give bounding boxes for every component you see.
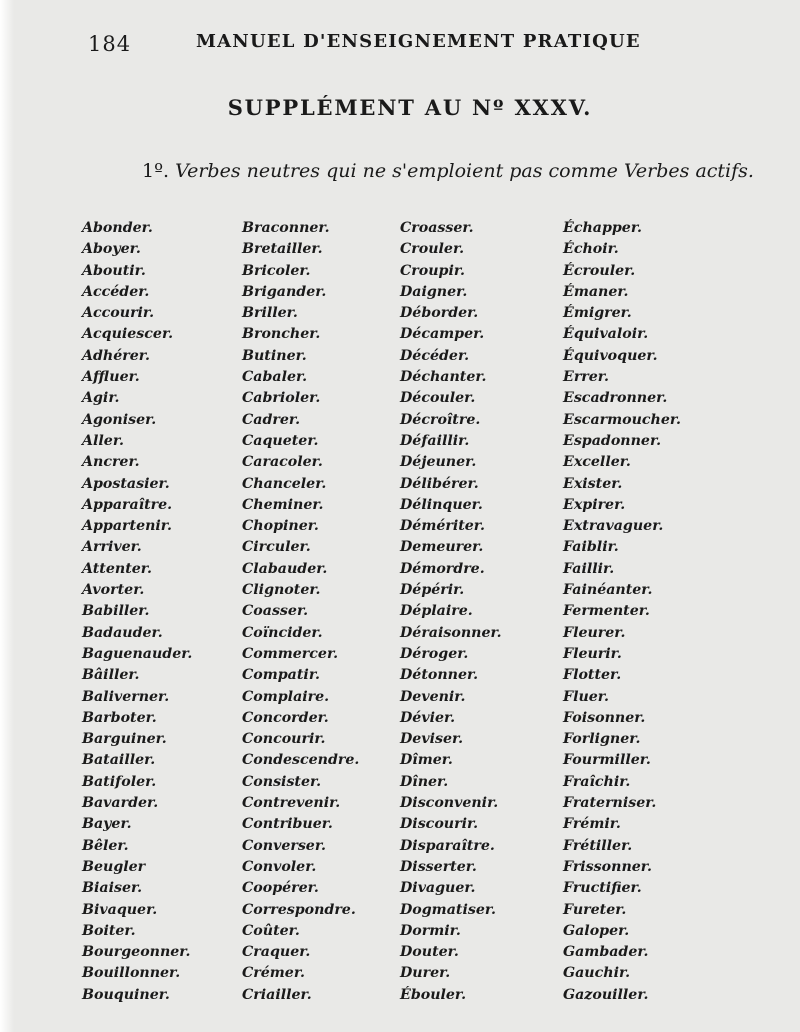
verb-entry: Concourir. bbox=[242, 731, 326, 748]
verb-entry: Coûter. bbox=[242, 922, 300, 939]
section-subtitle bbox=[142, 160, 754, 182]
verb-entry: Dîner. bbox=[400, 773, 449, 790]
verb-entry: Flotter. bbox=[563, 667, 622, 684]
verb-entry: Bouillonner. bbox=[82, 965, 181, 982]
subtitle-text: Verbes neutres qui ne s'emploient pas comme Verbes actifs. bbox=[175, 160, 754, 182]
verb-entry: Arriver. bbox=[82, 539, 142, 556]
verb-entry: Affluer. bbox=[82, 369, 140, 386]
verb-entry: Butiner. bbox=[242, 347, 307, 364]
verb-entry: Gambader. bbox=[563, 944, 649, 961]
verb-entry: Dépérir. bbox=[400, 582, 465, 599]
verb-entry: Clignoter. bbox=[242, 582, 321, 599]
verb-entry: Adhérer. bbox=[82, 347, 150, 364]
verb-entry: Frétiller. bbox=[563, 837, 633, 854]
verb-columns bbox=[82, 218, 722, 1003]
verb-entry: Exceller. bbox=[563, 454, 631, 471]
verb-entry: Forligner. bbox=[563, 731, 641, 748]
verb-entry: Craquer. bbox=[242, 944, 311, 961]
verb-entry: Acquiescer. bbox=[82, 326, 174, 343]
verb-entry: Fluer. bbox=[563, 688, 609, 705]
verb-entry: Fainéanter. bbox=[563, 582, 653, 599]
subtitle-number: 1º. bbox=[142, 160, 170, 182]
verb-entry: Bayer. bbox=[82, 816, 132, 833]
verb-entry: Briller. bbox=[242, 305, 298, 322]
verb-entry: Durer. bbox=[400, 965, 451, 982]
verb-entry: Biaiser. bbox=[82, 880, 143, 897]
verb-entry: Frissonner. bbox=[563, 858, 652, 875]
verb-entry: Clabauder. bbox=[242, 560, 328, 577]
verb-entry: Chanceler. bbox=[242, 475, 327, 492]
verb-entry: Deviser. bbox=[400, 731, 464, 748]
verb-entry: Aboyer. bbox=[82, 241, 141, 258]
verb-entry: Fermenter. bbox=[563, 603, 650, 620]
verb-entry: Accéder. bbox=[82, 283, 150, 300]
verb-entry: Convoler. bbox=[242, 858, 317, 875]
verb-entry: Consister. bbox=[242, 773, 322, 790]
verb-entry: Cadrer. bbox=[242, 411, 301, 428]
verb-entry: Dévier. bbox=[400, 709, 456, 726]
verb-entry: Défaillir. bbox=[400, 432, 470, 449]
verb-entry: Coasser. bbox=[242, 603, 309, 620]
verb-entry: Abonder. bbox=[82, 220, 153, 236]
verb-entry: Circuler. bbox=[242, 539, 311, 556]
verb-entry: Condescendre. bbox=[242, 752, 360, 769]
verb-entry: Accourir. bbox=[82, 305, 155, 322]
verb-entry: Bêler. bbox=[82, 837, 129, 854]
verb-entry: Contrevenir. bbox=[242, 795, 341, 812]
verb-entry: Concorder. bbox=[242, 709, 329, 726]
verb-entry: Compatir. bbox=[242, 667, 320, 684]
verb-column-3 bbox=[400, 218, 502, 1006]
verb-entry: Fureter. bbox=[563, 901, 627, 918]
verb-column-2 bbox=[242, 218, 359, 1006]
verb-column-1 bbox=[82, 218, 192, 1006]
verb-entry: Contribuer. bbox=[242, 816, 333, 833]
verb-entry: Errer. bbox=[563, 369, 609, 386]
verb-entry: Échapper. bbox=[563, 220, 642, 236]
verb-entry: Babiller. bbox=[82, 603, 150, 620]
verb-entry: Bâiller. bbox=[82, 667, 140, 684]
verb-entry: Déchanter. bbox=[400, 369, 487, 386]
verb-entry: Bavarder. bbox=[82, 795, 159, 812]
verb-entry: Disserter. bbox=[400, 858, 477, 875]
verb-entry: Baguenauder. bbox=[82, 645, 193, 662]
verb-entry: Braconner. bbox=[242, 220, 330, 236]
verb-entry: Boiter. bbox=[82, 922, 136, 939]
verb-entry: Appartenir. bbox=[82, 518, 172, 535]
verb-entry: Disconvenir. bbox=[400, 795, 499, 812]
verb-entry: Batailler. bbox=[82, 752, 156, 769]
verb-entry: Bouquiner. bbox=[82, 986, 170, 1003]
verb-entry: Délinquer. bbox=[400, 496, 483, 513]
verb-entry: Aboutir. bbox=[82, 262, 146, 279]
verb-entry: Badauder. bbox=[82, 624, 163, 641]
verb-entry: Crouler. bbox=[400, 241, 465, 258]
verb-entry: Ancrer. bbox=[82, 454, 140, 471]
verb-entry: Croasser. bbox=[400, 220, 474, 236]
verb-entry: Broncher. bbox=[242, 326, 321, 343]
verb-entry: Caracoler. bbox=[242, 454, 323, 471]
verb-entry: Faillir. bbox=[563, 560, 615, 577]
verb-entry: Batifoler. bbox=[82, 773, 157, 790]
verb-entry: Déjeuner. bbox=[400, 454, 477, 471]
verb-entry: Baliverner. bbox=[82, 688, 170, 705]
verb-entry: Fraîchir. bbox=[563, 773, 631, 790]
verb-entry: Déborder. bbox=[400, 305, 479, 322]
verb-entry: Dormir. bbox=[400, 922, 461, 939]
verb-entry: Décéder. bbox=[400, 347, 470, 364]
verb-entry: Dogmatiser. bbox=[400, 901, 496, 918]
verb-entry: Cabrioler. bbox=[242, 390, 321, 407]
verb-entry: Extravaguer. bbox=[563, 518, 664, 535]
verb-entry: Fourmiller. bbox=[563, 752, 651, 769]
verb-entry: Bretailler. bbox=[242, 241, 323, 258]
verb-column-4 bbox=[563, 218, 681, 1006]
verb-entry: Converser. bbox=[242, 837, 326, 854]
verb-entry: Cheminer. bbox=[242, 496, 324, 513]
verb-entry: Escarmoucher. bbox=[563, 411, 681, 428]
verb-entry: Fructifier. bbox=[563, 880, 642, 897]
verb-entry: Avorter. bbox=[82, 582, 145, 599]
verb-entry: Divaguer. bbox=[400, 880, 476, 897]
verb-entry: Brigander. bbox=[242, 283, 327, 300]
verb-entry: Discourir. bbox=[400, 816, 479, 833]
verb-entry: Barboter. bbox=[82, 709, 157, 726]
verb-entry: Dîmer. bbox=[400, 752, 453, 769]
verb-entry: Gazouiller. bbox=[563, 986, 649, 1003]
verb-entry: Demeurer. bbox=[400, 539, 484, 556]
verb-entry: Équivoquer. bbox=[563, 347, 658, 364]
verb-entry: Espadonner. bbox=[563, 432, 662, 449]
verb-entry: Foisonner. bbox=[563, 709, 646, 726]
verb-entry: Criailler. bbox=[242, 986, 312, 1003]
verb-entry: Coïncider. bbox=[242, 624, 323, 641]
verb-entry: Galoper. bbox=[563, 922, 630, 939]
verb-entry: Croupir. bbox=[400, 262, 465, 279]
verb-entry: Commercer. bbox=[242, 645, 339, 662]
verb-entry: Crémer. bbox=[242, 965, 305, 982]
verb-entry: Ébouler. bbox=[400, 986, 467, 1003]
verb-entry: Fleurir. bbox=[563, 645, 622, 662]
verb-entry: Devenir. bbox=[400, 688, 466, 705]
verb-entry: Agir. bbox=[82, 390, 120, 407]
verb-entry: Équivaloir. bbox=[563, 326, 649, 343]
verb-entry: Chopiner. bbox=[242, 518, 319, 535]
verb-entry: Écrouler. bbox=[563, 262, 636, 279]
verb-entry: Barguiner. bbox=[82, 731, 167, 748]
verb-entry: Déplaire. bbox=[400, 603, 473, 620]
section-title: SUPPLÉMENT AU Nº XXXV. bbox=[227, 95, 593, 120]
verb-entry: Bivaquer. bbox=[82, 901, 158, 918]
verb-entry: Exister. bbox=[563, 475, 623, 492]
verb-entry: Daigner. bbox=[400, 283, 468, 300]
verb-entry: Caqueter. bbox=[242, 432, 319, 449]
verb-entry: Faiblir. bbox=[563, 539, 619, 556]
verb-entry: Beugler bbox=[82, 858, 146, 875]
verb-entry: Coopérer. bbox=[242, 880, 319, 897]
verb-entry: Bourgeonner. bbox=[82, 944, 191, 961]
verb-entry: Bricoler. bbox=[242, 262, 311, 279]
verb-entry: Agoniser. bbox=[82, 411, 157, 428]
verb-entry: Détonner. bbox=[400, 667, 479, 684]
verb-entry: Démériter. bbox=[400, 518, 485, 535]
verb-entry: Disparaître. bbox=[400, 837, 495, 854]
verb-entry: Correspondre. bbox=[242, 901, 356, 918]
verb-entry: Complaire. bbox=[242, 688, 330, 705]
running-title: MANUEL D'ENSEIGNEMENT PRATIQUE bbox=[196, 31, 641, 52]
verb-entry: Escadronner. bbox=[563, 390, 668, 407]
verb-entry: Déroger. bbox=[400, 645, 469, 662]
verb-entry: Démordre. bbox=[400, 560, 485, 577]
verb-entry: Aller. bbox=[82, 432, 124, 449]
verb-entry: Apparaître. bbox=[82, 496, 173, 513]
verb-entry: Gauchir. bbox=[563, 965, 631, 982]
verb-entry: Frémir. bbox=[563, 816, 621, 833]
verb-entry: Douter. bbox=[400, 944, 459, 961]
verb-entry: Apostasier. bbox=[82, 475, 170, 492]
verb-entry: Cabaler. bbox=[242, 369, 308, 386]
verb-entry: Décamper. bbox=[400, 326, 485, 343]
verb-entry: Émaner. bbox=[563, 283, 629, 300]
verb-entry: Échoir. bbox=[563, 241, 619, 258]
verb-entry: Émigrer. bbox=[563, 305, 632, 322]
verb-entry: Fleurer. bbox=[563, 624, 626, 641]
verb-entry: Déraisonner. bbox=[400, 624, 502, 641]
verb-entry: Fraterniser. bbox=[563, 795, 657, 812]
verb-entry: Expirer. bbox=[563, 496, 626, 513]
verb-entry: Délibérer. bbox=[400, 475, 479, 492]
verb-entry: Découler. bbox=[400, 390, 476, 407]
verb-entry: Décroître. bbox=[400, 411, 481, 428]
verb-entry: Attenter. bbox=[82, 560, 152, 577]
page-number: 184 bbox=[88, 32, 132, 56]
